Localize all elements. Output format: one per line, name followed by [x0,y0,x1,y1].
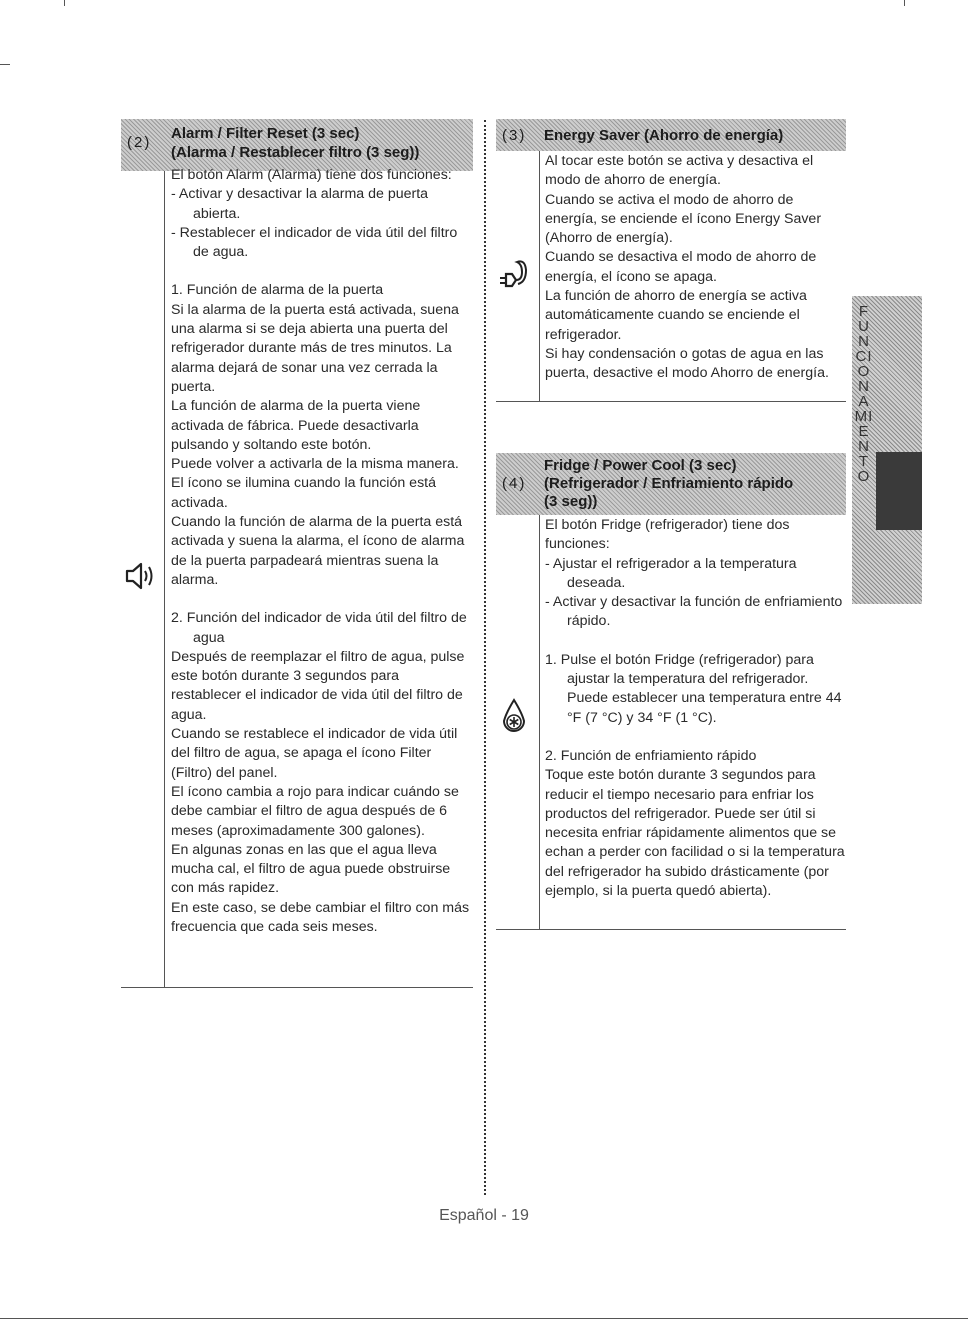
paragraph: Al tocar este botón se activa y desactiva el modo de ahorro de energía. [545,153,814,189]
section-2-header [121,119,473,171]
crop-mark-top-left [64,0,65,6]
paragraph: Toque este botón durante 3 segundos para reducir el tiempo necesario para enfriar los productos del refrigerador. Puede ser útil si necesita enfriar rápidamente alimentos que se echan a perder con facilidad o si la temperatura del refrigerador ha subido drásticamente (por ejemplo, si la puerta quedó abierta). [545,767,845,900]
section-3-body [545,152,847,384]
paragraph: En algunas zonas en las que el agua lleva mucha cal, el filtro de agua puede obstruirse con más rapidez. [171,841,451,897]
section-2-divider [164,171,165,987]
section-2-title-line2: (Alarma / Restablecer filtro (3 seg)) [171,144,420,161]
section-2-body [171,166,471,937]
energy-saver-plug-icon [498,256,530,295]
spacer [545,632,847,651]
paragraph: En este caso, se debe cambiar el filtro con más frecuencia que cada seis meses. [171,899,470,935]
crop-mark-left [0,64,10,65]
spacer [171,590,471,609]
paragraph: Cuando se activa el modo de ahorro de energía, se enciende el ícono Energy Saver (Ahorro de energía). [545,191,822,247]
paragraph: Cuando se restablece el indicador de vida útil del filtro de agua, se apaga el ícono Filter (Filtro) del panel. [171,726,458,781]
section-4-title-line1: Fridge / Power Cool (3 sec) [544,457,737,474]
section-4-number: (4) [502,475,527,492]
paragraph: 2. Función de enfriamiento rápido [545,747,757,764]
section-4-title-line3: (3 seg)) [544,493,598,510]
paragraph: La función de ahorro de energía se activa automáticamente cuando se enciende el refrigerador. [545,288,807,343]
section-4-header [496,453,846,515]
paragraph: El botón Alarm (Alarma) tiene dos funciones: [171,167,452,183]
section-3-divider [539,151,540,401]
paragraph: Puede volver a activarla de la misma manera. El ícono se ilumina cuando la función está activada. [171,456,459,511]
section-4-body [545,516,847,901]
list-item: 1. Función de alarma de la puerta [171,282,384,299]
list-item: - Ajustar el refrigerador a la temperatura deseada. [545,555,797,591]
spacer [171,262,471,281]
side-tab-label: FUNCIONAMIENTO [854,303,874,485]
section-4-divider [539,515,540,929]
crop-mark-top-right [904,0,905,6]
paragraph: La función de alarma de la puerta viene activada de fábrica. Puede desactivarla pulsando y soltando este botón. [171,398,421,453]
section-3-title: Energy Saver (Ahorro de energía) [544,127,784,144]
paragraph: Cuando se desactiva el modo de ahorro de energía, el ícono se apaga. [545,249,817,285]
list-item: - Activar y desactivar la alarma de puerta abierta. [171,186,429,222]
section-2-title-line1: Alarm / Filter Reset (3 sec) [171,125,360,142]
section-2-number: (2) [127,134,152,151]
list-item: - Activar y desactivar la función de enfriamiento rápido. [545,594,843,630]
column-separator [484,120,486,1195]
paragraph: El botón Fridge (refrigerador) tiene dos funciones: [545,517,790,553]
list-item: 2. Función del indicador de vida útil del filtro de agua [171,610,467,646]
paragraph: Si hay condensación o gotas de agua en las puerta, desactive el modo Ahorro de energía. [545,345,829,382]
crop-mark-bottom [0,1318,968,1319]
page-number-footer: Español - 19 [439,1207,529,1224]
list-item: - Restablecer el indicador de vida útil del filtro de agua. [171,224,458,261]
section-3-number: (3) [502,127,527,144]
paragraph: Cuando la función de alarma de la puerta está activada y suena la alarma, el ícono de alarma de la puerta parpadeará mientras suena la alarma. [171,514,465,588]
section-4-bottom-rule [496,929,846,930]
spacer [545,728,847,747]
side-tab-dark-block [876,452,922,530]
section-2-bottom-rule [121,987,473,988]
paragraph: Después de reemplazar el filtro de agua, pulse este botón durante 3 segundos para restablecer el indicador de vida útil del filtro de agua. [171,648,465,723]
section-4-title-line2: (Refrigerador / Enfriamiento rápido [544,475,794,492]
section-3-header [496,119,846,151]
paragraph: El ícono cambia a rojo para indicar cuándo se debe cambiar el filtro de agua después de 6 meses (aproximadamente 300 galones). [171,783,459,839]
list-item: 1. Pulse el botón Fridge (refrigerador) para ajustar la temperatura del refrigerador. Puede establecer una temperatura entre 44 °F (7 °C) y 34 °F (1 °C). [545,651,842,726]
fridge-cool-drop-icon [499,697,529,742]
paragraph: Si la alarma de la puerta está activada, suena una alarma si se deja abierta una puerta del refrigerador durante más de tres minutos. La alarma dejará de sonar una vez cerrada la puerta. [171,301,459,395]
section-3-bottom-rule [496,401,846,402]
speaker-sound-icon [124,560,158,597]
